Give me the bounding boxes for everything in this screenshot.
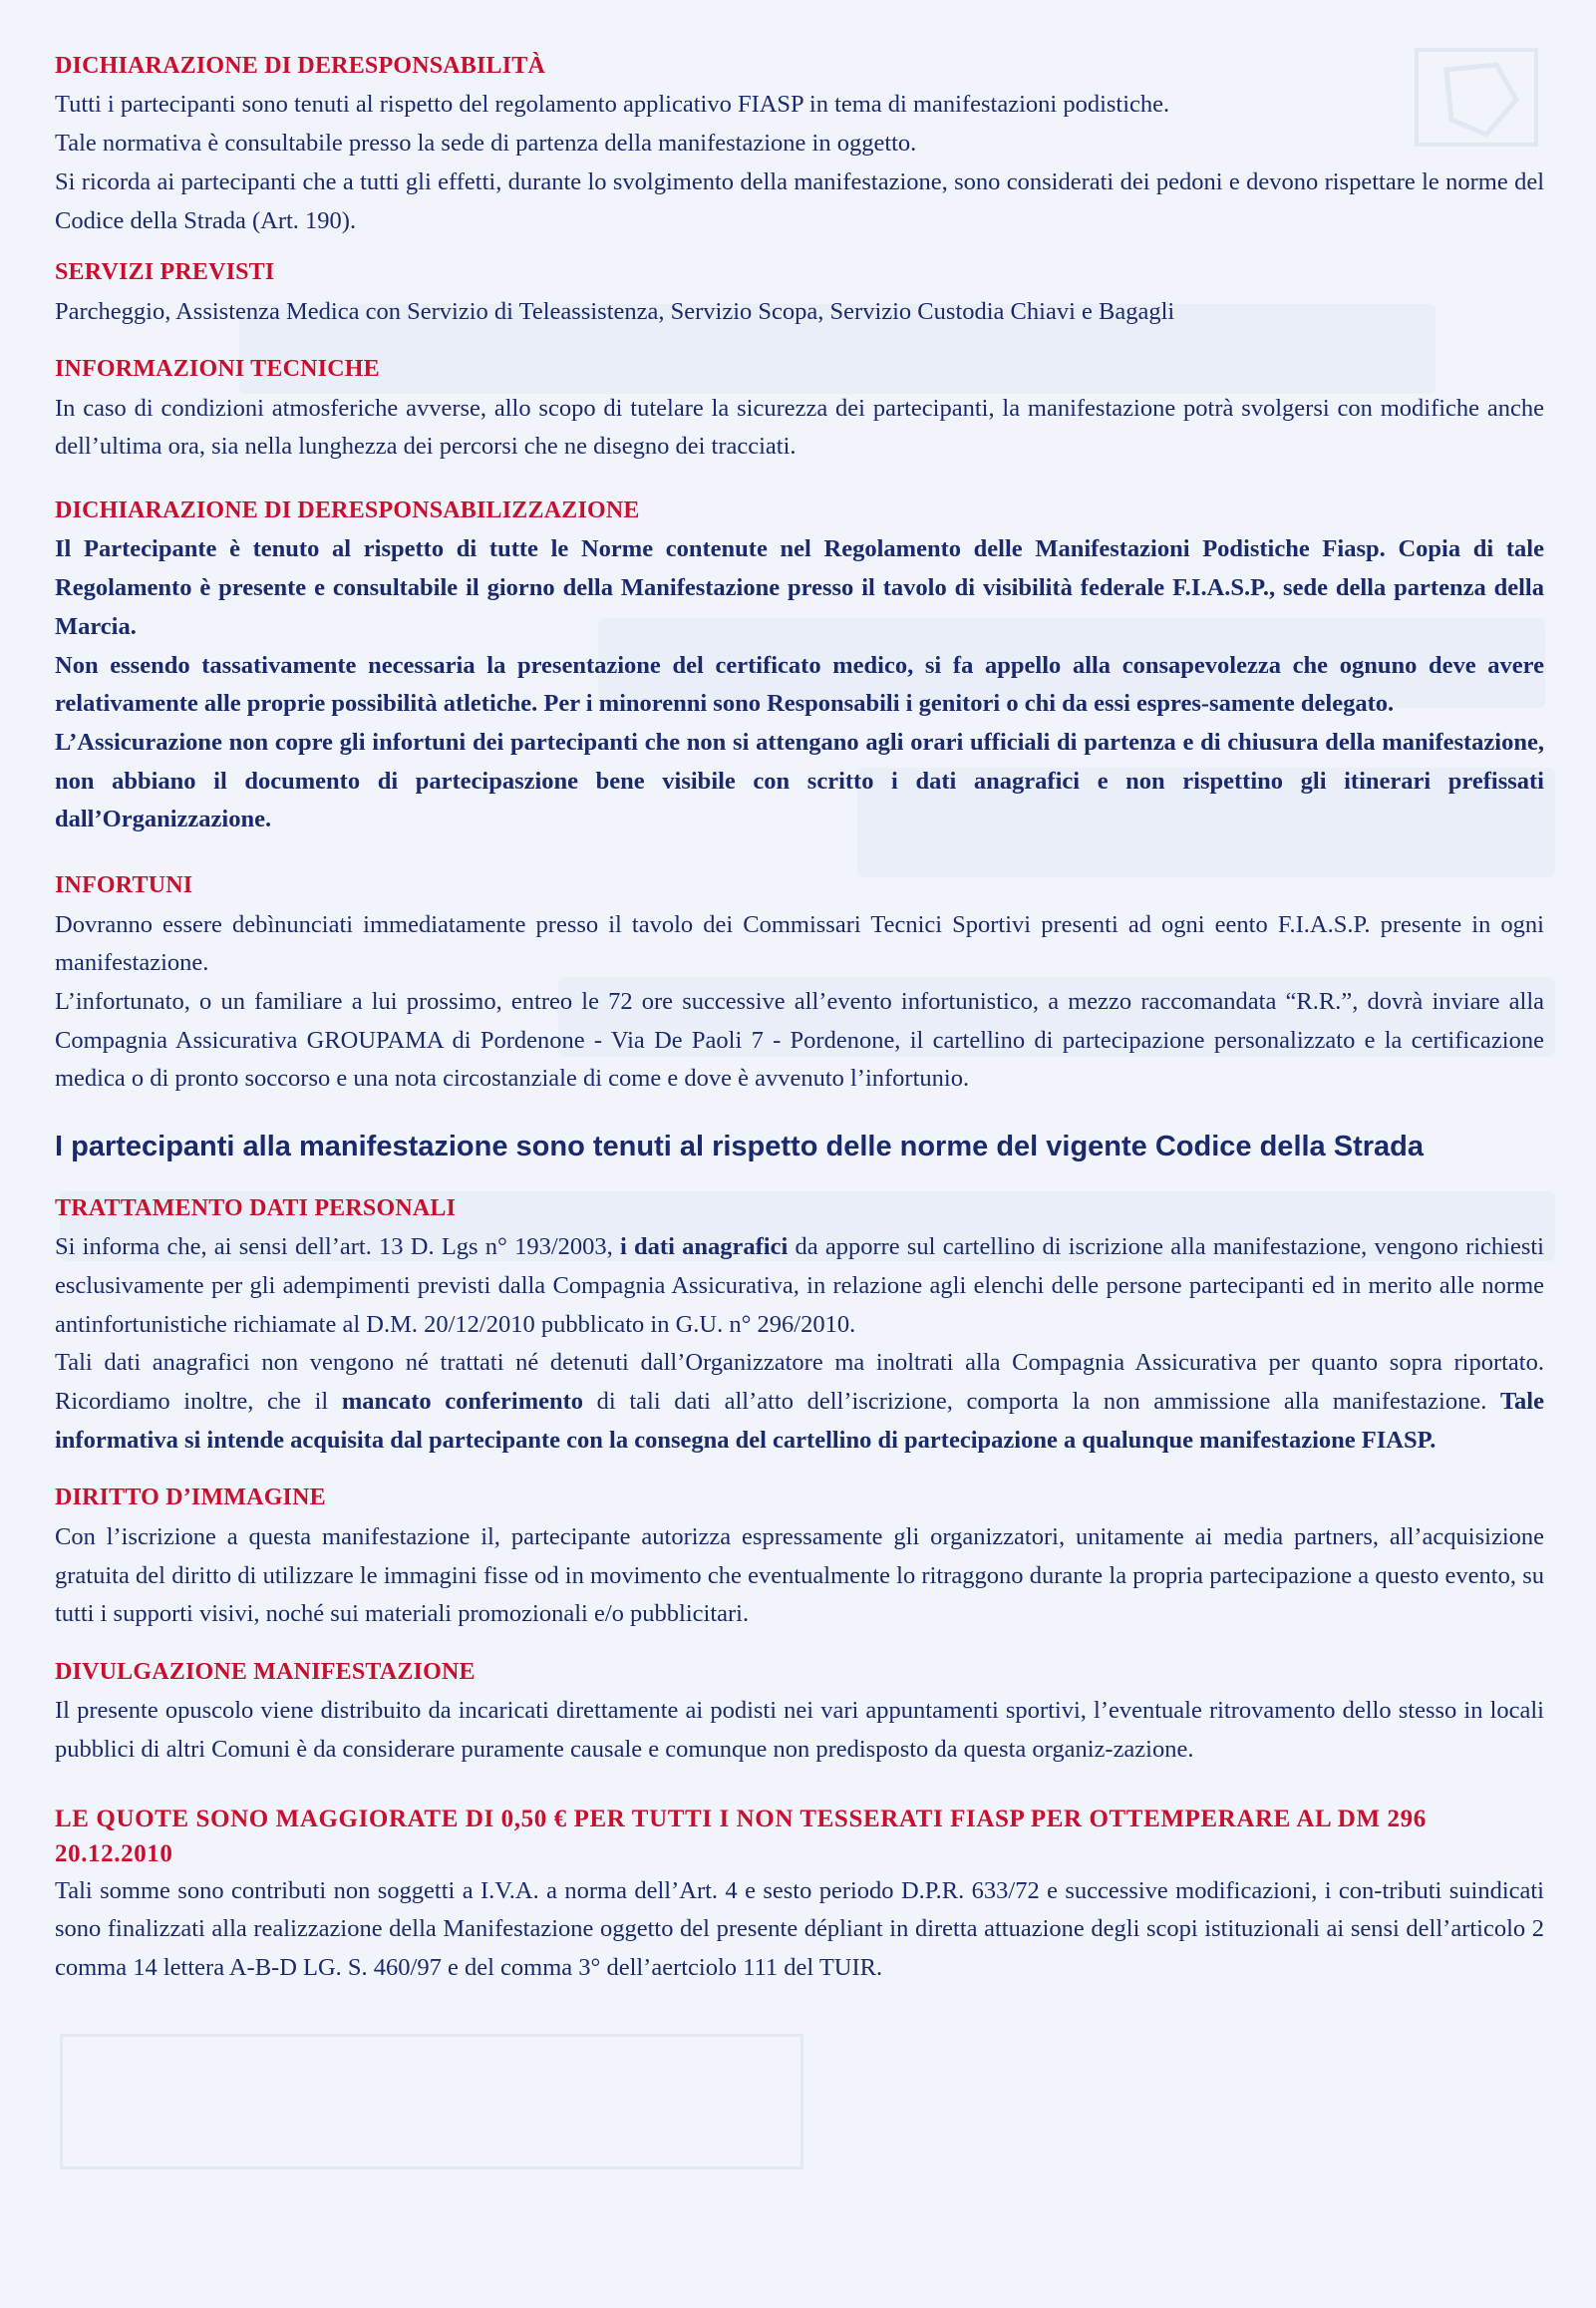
paragraph: Non essendo tassativamente necessaria la presentazione del certificato medico, si fa appello alla consapevolezza che ognuno deve avere relativamente alle proprie possibilità atletiche. Per i minorenni sono Responsabili i genitori o chi da essi espres-samente delegato. [55, 651, 1544, 718]
paragraph: Dovranno essere debìnunciati immediatamente presso il tavolo dei Commissari Tecnici Sportivi presenti ad ogni eento F.I.A.S.P. presente in ogni manifestazione. [55, 910, 1544, 977]
show-through-box [60, 2034, 803, 2169]
text-run-bold: Tale informativa si intende acquisita dal partecipante con la consegna del cartellino di partecipazione a qualunque manifestazione FIASP. [55, 1388, 1544, 1454]
section-infortuni [55, 869, 1544, 1099]
paragraph: In caso di condizioni atmosferiche avverse, allo scopo di tutelare la sicurezza dei partecipanti, la manifestazione potrà svolgersi con modifiche anche dell’ultima ora, sia nella lunghezza dei percorsi che ne disegno dei tracciati. [55, 394, 1544, 461]
section-heading: SERVIZI PREVISTI [55, 259, 275, 286]
paragraph: L’infortunato, o un familiare a lui prossimo, entreo le 72 ore successive all’evento infortunistico, a mezzo raccomandata “R.R.”, dovrà inviare alla Compagnia Assicurativa GROUPAMA di Pordenone - Via De Paoli 7 - Pordenone, il cartellino di partecipazione personalizzato e la certificazione medica o di pronto soccorso e una nota circostanziale di come e dove è avvenuto l’infortunio. [55, 987, 1544, 1093]
paragraph: Tale normativa è consultabile presso la sede di partenza della manifestazione in oggetto. [55, 130, 917, 158]
section-heading: DIVULGAZIONE MANIFESTAZIONE [55, 1658, 476, 1685]
section-divulgazione [55, 1656, 1544, 1770]
text-run-bold: i dati anagrafici [620, 1233, 789, 1261]
section-trattamento-dati [55, 1192, 1544, 1461]
paragraph: Parcheggio, Assistenza Medica con Servizio di Teleassistenza, Servizio Scopa, Servizio Custodia Chiavi e Bagagli [55, 297, 1175, 325]
section-heading: DICHIARAZIONE DI DERESPONSABILIZZAZIONE [55, 497, 640, 524]
text-run: di tali dati all’atto dell’iscrizione, comporta la non ammissione alla manifestazione. [583, 1388, 1500, 1416]
section-deresponsabilita [55, 50, 1544, 240]
paragraph: Il presente opuscolo viene distribuito da incaricati direttamente ai podisti nei vari appuntamenti sportivi, l’eventuale ritrovamento dello stesso in locali pubblici di altri Comuni è da considerare puramente causale e comunque non predisposto da questa organiz-zazione. [55, 1697, 1544, 1764]
section-diritto-immagine [55, 1482, 1544, 1634]
section-quote [55, 1802, 1544, 1988]
text-run: Si informa che, ai sensi dell’art. 13 D. Lgs n° 193/2003, [55, 1233, 620, 1261]
paragraph: Con l’iscrizione a questa manifestazione il, partecipante autorizza espressamente gli organizzatori, unitamente ai media partners, all’acquisizione gratuita del diritto di utilizzare le immagini fisse od in movimento che eventualmente lo ritraggono durante la propria partecipazione a questo evento, su tutti i supporti visivi, noché sui materiali promozionali e/o pubblicitari. [55, 1522, 1544, 1628]
paragraph [55, 1228, 1544, 1344]
paragraph: Il Partecipante è tenuto al rispetto di tutte le Norme contenute nel Regolamento delle Manifestazioni Podistiche Fiasp. Copia di tale Regolamento è presente e consultabile il giorno della Manifestazione presso il tavolo di visibilità federale F.I.A.S.P., sede della partenza della Marcia. [55, 535, 1544, 640]
paragraph: Tali somme sono contributi non soggetti a I.V.A. a norma dell’Art. 4 e sesto periodo D.P.R. 633/72 e successive modificazioni, i con-tributi suindicati sono finalizzati alla realizzazione della Manifestazione oggetto del presente dépliant in diretta attuazione degli scopi istituzionali ai sensi dell’articolo 2 comma 14 lettera A-B-D LG. S. 460/97 e del comma 3° dell’aertciolo 111 del TUIR. [55, 1876, 1544, 1982]
codice-strada-banner [55, 1125, 1544, 1170]
text-run-bold: mancato conferimento [341, 1388, 584, 1416]
section-informazioni-tecniche [55, 353, 1544, 467]
section-heading: INFORTUNI [55, 872, 193, 899]
section-heading: DICHIARAZIONE DI DERESPONSABILITÀ [55, 53, 546, 79]
paragraph: L’Assicurazione non copre gli infortuni dei partecipanti che non si attengano agli orari ufficiali di partenza e di chiusura della manifestazione, non abbiano il documento di partecipaszione bene visibile con scritto i dati anagrafici e non rispettino gli itinerari prefissati dall’Organizzazione. [55, 729, 1544, 833]
paragraph [55, 1344, 1544, 1460]
section-deresponsabilizzazione [55, 495, 1544, 839]
text-run: da apporre sul cartellino di iscrizione alla manifestazione, vengono richiesti esclusivamente per gli adempimenti previsti dalla Compagnia Assicurativa, in relazione agli elenchi delle persone partecipanti ed in merito alle norme antinfortunistiche richiamate al D.M. 20/12/2010 pubblicato in G.U. n° 296/2010. [55, 1233, 1544, 1338]
fees-heading: LE QUOTE SONO MAGGIORATE DI 0,50 € PER TUTTI I NON TESSERATI FIASP PER OTTEMPERARE AL DM 296 20.12.2010 [55, 1805, 1427, 1868]
text-run: Tali dati anagrafici non vengono né trattati né detenuti dall’Organizzatore ma inoltrati alla Compagnia Assicurativa per quanto sopra riportato. Ricordiamo inoltre, che il [55, 1349, 1544, 1416]
section-heading: TRATTAMENTO DATI PERSONALI [55, 1194, 457, 1221]
section-heading: DIRITTO D’IMMAGINE [55, 1484, 326, 1511]
section-servizi-previsti [55, 256, 1544, 331]
banner-text: I partecipanti alla manifestazione sono tenuti al rispetto delle norme del vigente Codice della Strada [55, 1131, 1424, 1163]
section-heading: INFORMAZIONI TECNICHE [55, 356, 380, 383]
paragraph: Tutti i partecipanti sono tenuti al rispetto del regolamento applicativo FIASP in tema di manifestazioni podistiche. [55, 91, 1170, 119]
paragraph: Si ricorda ai partecipanti che a tutti gli effetti, durante lo svolgimento della manifestazione, sono considerati dei pedoni e devono rispettare le norme del Codice della Strada (Art. 190). [55, 167, 1544, 234]
